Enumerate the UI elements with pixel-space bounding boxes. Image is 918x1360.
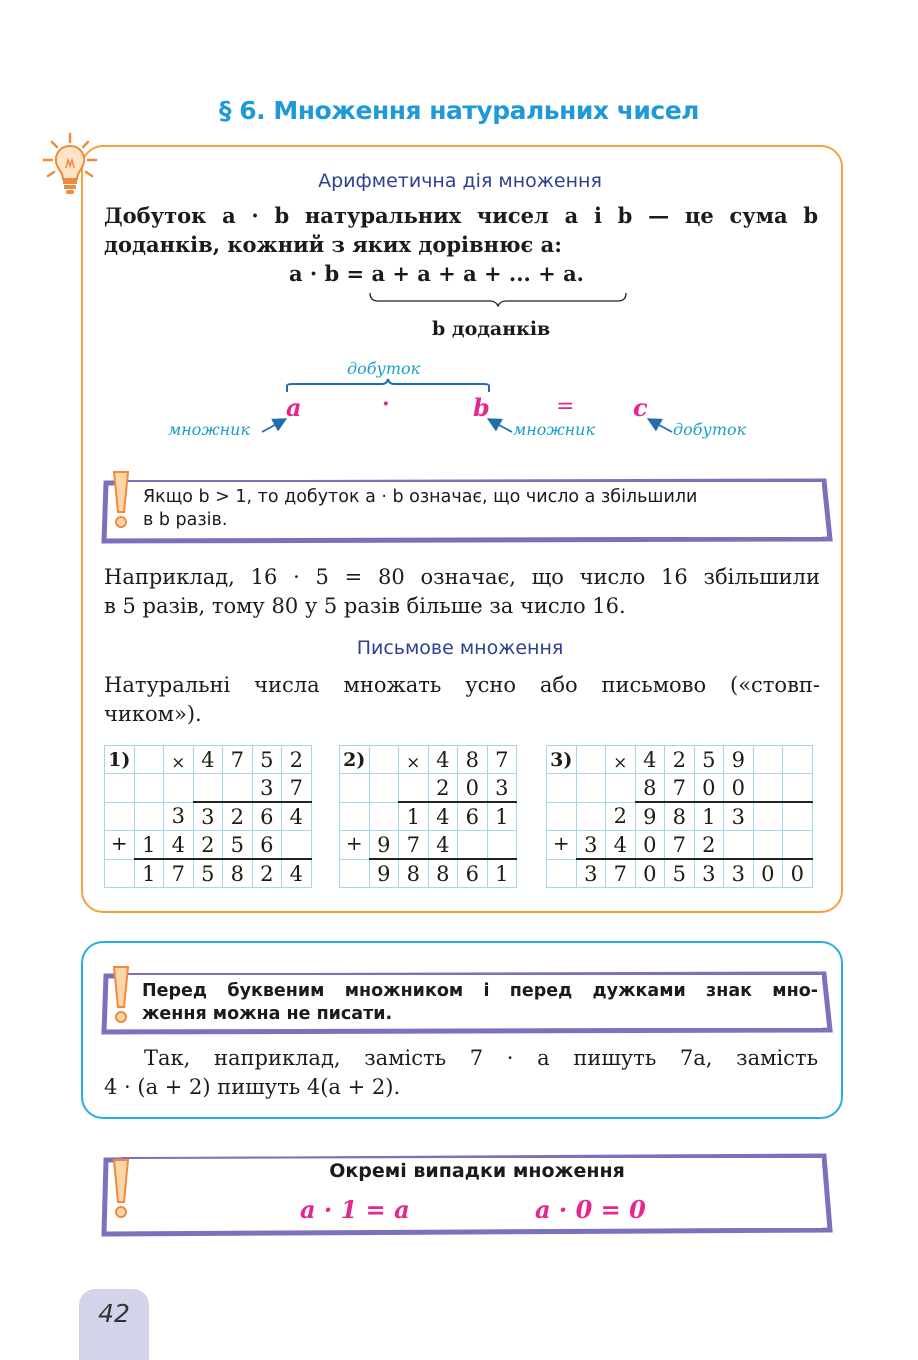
diagram-mid-label: множник [513,420,596,439]
table-cell: 2 [193,831,223,860]
table-cell: 6 [252,802,282,831]
table-cell [547,802,577,831]
table-cell [783,802,813,831]
table-cell: 5 [193,859,223,888]
table-cell: 1 [694,802,724,831]
table-cell: 5 [223,831,253,860]
table-cell: 5 [694,746,724,774]
table-cell: 3 [576,831,606,860]
table-cell: 7 [665,831,695,860]
definition-line-1: Добуток a · b натуральних чисел a і b — це сума b [104,203,818,228]
note-2-line-2: ження можна не писати. [142,1004,393,1024]
example-line-2: в 5 разів, тому 80 у 5 разів більше за число 16. [104,594,626,618]
table-cell: 4 [282,802,312,831]
sum-formula: a · b = a + a + a + ... + a. [289,261,584,286]
table-cell [576,774,606,803]
table-cell: 8 [428,859,458,888]
page-number: 42 [79,1289,149,1360]
table-cell: 0 [724,774,754,803]
notation-example-line-2: 4 · (a + 2) пишуть 4(a + 2). [104,1075,401,1099]
table-cell: 3 [487,774,517,803]
table-cell [606,774,636,803]
diagram-top-label: добуток [347,359,421,378]
table-cell: 4 [428,831,458,860]
table-cell: 6 [252,831,282,860]
table-cell: 3 [252,774,282,803]
example-line-1: Наприклад, 16 · 5 = 80 означає, що число 16 збільшили [104,565,820,589]
table-cell: 0 [458,774,488,803]
table-cell: 2) [340,746,370,774]
table-cell: 1 [487,802,517,831]
table-cell: 4 [193,746,223,774]
table-cell [399,774,429,803]
table-cell [105,802,135,831]
table-cell [369,774,399,803]
table-cell: 8 [399,859,429,888]
table-cell [753,746,783,774]
table-cell: 3 [694,859,724,888]
diagram-a: a [286,393,302,422]
table-cell [193,774,223,803]
table-cell: 2 [665,746,695,774]
table-cell: 8 [635,774,665,803]
table-cell [369,746,399,774]
diagram-dot: · [382,391,390,417]
multiplication-table-2 [339,745,517,888]
table-cell: 1 [134,859,164,888]
diagram-b: b [473,393,490,422]
table-cell: 7 [665,774,695,803]
table-cell [369,802,399,831]
brace-label: b доданків [432,318,551,340]
table-cell: 3 [164,802,194,831]
table-cell: 7 [487,746,517,774]
table-cell: 4 [282,859,312,888]
table-cell [340,774,370,803]
formula-times-zero: a · 0 = 0 [535,1195,646,1224]
multiplication-table-3 [546,745,813,888]
table-cell [753,774,783,803]
table-cell: 6 [458,802,488,831]
table-cell: 2 [282,746,312,774]
table-cell: × [399,746,429,774]
table-cell [164,774,194,803]
table-cell [223,774,253,803]
table-cell: 3 [724,859,754,888]
table-cell: 7 [223,746,253,774]
table-cell [576,746,606,774]
table-cell: 4 [164,831,194,860]
table-cell: 8 [665,802,695,831]
table-cell [753,802,783,831]
table-cell: 3) [547,746,577,774]
table-cell: 2 [694,831,724,860]
table-cell [783,774,813,803]
table-cell: 4 [606,831,636,860]
table-cell: 1) [105,746,135,774]
table-cell: 9 [724,746,754,774]
table-cell: 6 [458,859,488,888]
table-cell: 3 [576,859,606,888]
table-cell [487,831,517,860]
table-cell: 1 [134,831,164,860]
table-cell [105,859,135,888]
table-cell: 8 [223,859,253,888]
table-cell [134,774,164,803]
table-cell: 8 [458,746,488,774]
table-cell: 4 [428,802,458,831]
table-cell: 3 [193,802,223,831]
section-title: § 6. Множення натуральних чисел [219,96,699,125]
diagram-left-label: множник [168,420,251,439]
table-cell [547,774,577,803]
note-2-line-1: Перед буквеним множником і перед дужками знак мно- [142,981,818,1001]
diagram-c: c [633,393,648,422]
table-cell: × [164,746,194,774]
table-cell [458,831,488,860]
formula-times-one: a · 1 = a [300,1195,410,1224]
table-cell [547,859,577,888]
table-cell [340,859,370,888]
note-1-line-2: в b разів. [143,510,228,530]
table-cell [134,802,164,831]
diagram-eq: = [556,394,575,419]
table-cell: 7 [282,774,312,803]
heading-written: Письмове множення [356,637,564,659]
multiplication-table-1 [104,745,312,888]
table-cell: 2 [223,802,253,831]
table-cell: 2 [428,774,458,803]
table-cell: + [340,831,370,860]
table-cell [783,746,813,774]
table-cell [753,831,783,860]
table-cell [576,802,606,831]
table-cell: 2 [252,859,282,888]
definition-line-2: доданків, кожний з яких дорівнює a: [104,232,562,257]
table-cell: 7 [164,859,194,888]
table-cell: 5 [665,859,695,888]
table-cell: 0 [635,859,665,888]
table-cell [783,831,813,860]
table-cell: 0 [783,859,813,888]
table-cell: + [547,831,577,860]
written-line-1: Натуральні числа множать усно або письмово («стовп- [104,673,820,697]
written-line-2: чиком»). [104,702,202,726]
table-cell [282,831,312,860]
special-cases-heading: Окремі випадки множення [329,1160,625,1182]
table-cell [724,831,754,860]
table-cell: 4 [635,746,665,774]
table-cell: × [606,746,636,774]
diagram-arrows [0,0,918,460]
table-cell: 1 [399,802,429,831]
table-cell [340,802,370,831]
table-cell: 9 [369,859,399,888]
table-cell: 4 [428,746,458,774]
table-cell: 9 [369,831,399,860]
table-cell: 3 [724,802,754,831]
table-cell: 0 [694,774,724,803]
diagram-right-label: добуток [673,420,747,439]
note-1-line-1: Якщо b > 1, то добуток a · b означає, що число a збільшили [143,487,698,507]
table-cell: 2 [606,802,636,831]
table-cell: 7 [606,859,636,888]
table-cell: 1 [487,859,517,888]
table-cell: 5 [252,746,282,774]
table-cell [134,746,164,774]
exclamation-icon [108,965,134,1027]
table-cell: 0 [753,859,783,888]
table-cell: + [105,831,135,860]
table-cell: 9 [635,802,665,831]
exclamation-icon [108,1158,134,1222]
exclamation-icon [108,470,134,532]
table-cell: 7 [399,831,429,860]
heading-arithmetic: Арифметична дія множення [318,170,602,192]
table-cell: 0 [635,831,665,860]
table-cell [105,774,135,803]
notation-example-line-1: Так, наприклад, замість 7 · a пишуть 7a, замість [144,1046,818,1070]
